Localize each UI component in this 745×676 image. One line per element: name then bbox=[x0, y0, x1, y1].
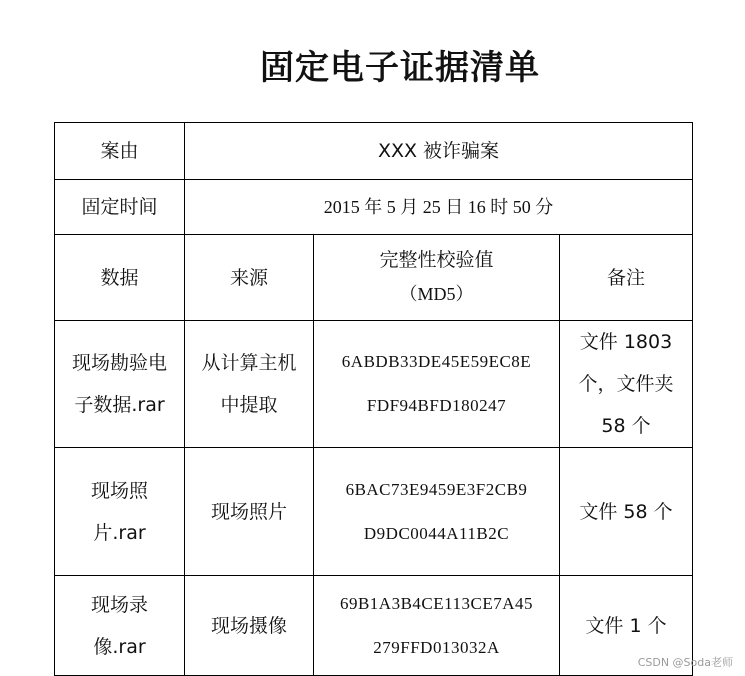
row-md5-line: FDF94BFD180247 bbox=[366, 396, 507, 415]
row-note-line: 个，文件夹 bbox=[578, 373, 674, 395]
row-md5 bbox=[314, 448, 560, 576]
fixed-time-label: 固定时间 bbox=[55, 180, 185, 235]
header-md5-line2: （MD5） bbox=[399, 283, 474, 304]
row-source: 现场照片 bbox=[185, 448, 314, 576]
table-row bbox=[55, 576, 693, 676]
watermark: CSDN @Soda老师 bbox=[637, 656, 733, 669]
row-md5-line: 6BAC73E9459E3F2CB9 bbox=[345, 479, 528, 499]
row-source-line: 从计算主机 bbox=[201, 352, 297, 374]
row-data-line: 现场录 bbox=[90, 593, 148, 616]
row-data-line: 子数据.rar bbox=[74, 394, 165, 416]
row-md5-line: 279FFD013032A bbox=[373, 637, 500, 657]
document-title: 固定电子证据清单 bbox=[260, 48, 540, 88]
row-note bbox=[560, 321, 693, 448]
row-note-line: 文件 1803 bbox=[579, 331, 673, 353]
row-note: 文件 1 个 bbox=[560, 576, 693, 676]
header-data: 数据 bbox=[55, 235, 185, 321]
row-note: 文件 58 个 bbox=[560, 448, 693, 576]
row-data bbox=[55, 448, 185, 576]
table-row bbox=[55, 448, 693, 576]
fixed-time-value: 2015 年 5 月 25 日 16 时 50 分 bbox=[185, 180, 693, 235]
row-source-line: 中提取 bbox=[220, 394, 278, 416]
row-data bbox=[55, 321, 185, 448]
row-md5-line: D9DC0044A11B2C bbox=[363, 523, 510, 543]
row-data-line: 片.rar bbox=[93, 521, 146, 544]
table-row bbox=[55, 321, 693, 448]
row-md5 bbox=[314, 576, 560, 676]
header-note: 备注 bbox=[560, 235, 693, 321]
header-md5-line1: 完整性校验值 bbox=[379, 248, 494, 271]
row-md5-line: 69B1A3B4CE113CE7A45 bbox=[339, 593, 534, 613]
row-md5-line: 6ABDB33DE45E59EC8E bbox=[341, 352, 532, 371]
row-md5 bbox=[314, 321, 560, 448]
header-source: 来源 bbox=[185, 235, 314, 321]
row-source bbox=[185, 321, 314, 448]
row-source: 现场摄像 bbox=[185, 576, 314, 676]
evidence-table bbox=[54, 122, 693, 676]
row-data-line: 像.rar bbox=[93, 635, 146, 658]
header-md5 bbox=[314, 235, 560, 321]
fixed-time-row bbox=[55, 180, 693, 235]
row-data-line: 现场勘验电 bbox=[71, 352, 167, 374]
case-label: 案由 bbox=[55, 123, 185, 180]
row-data bbox=[55, 576, 185, 676]
case-value: XXX 被诈骗案 bbox=[185, 123, 693, 180]
case-row bbox=[55, 123, 693, 180]
row-data-line: 现场照 bbox=[90, 479, 148, 502]
header-row bbox=[55, 235, 693, 321]
row-note-line: 58 个 bbox=[601, 415, 651, 437]
